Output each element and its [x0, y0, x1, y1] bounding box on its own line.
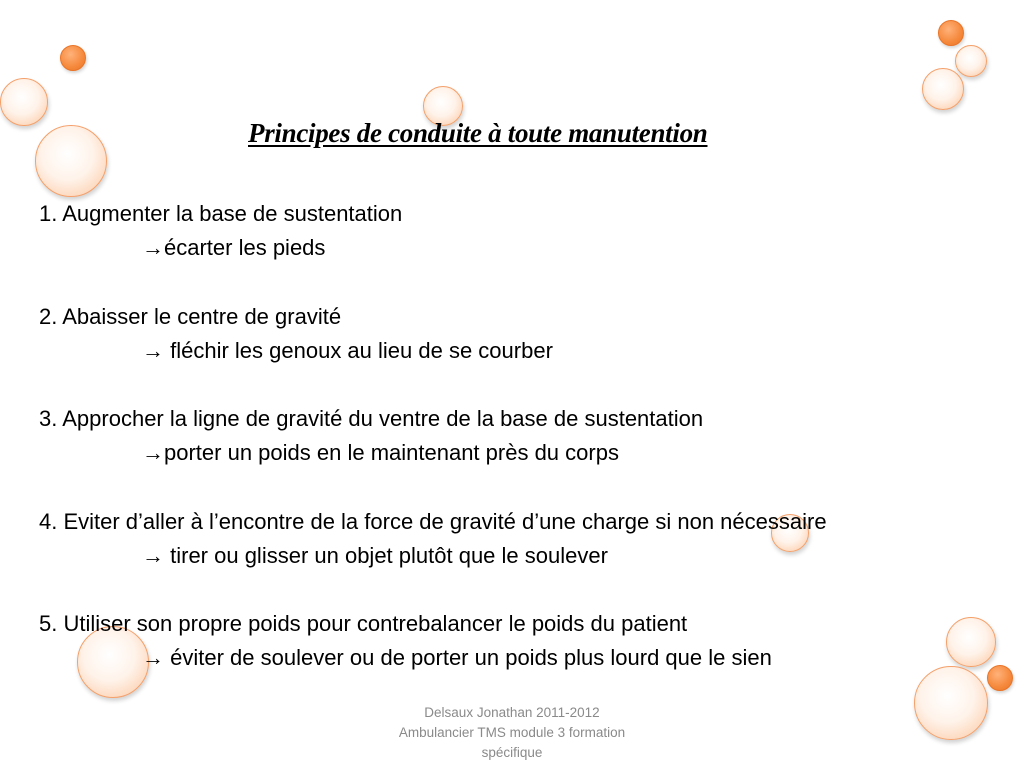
footer-course-cont: spécifique [481, 745, 543, 760]
slide-footer [362, 703, 662, 763]
principle-3-action-text: porter un poids en le maintenant près du corps [164, 440, 619, 465]
slide-title: Principes de conduite à toute manutention [248, 118, 708, 148]
principle-2-action [142, 338, 553, 364]
footer-course: Ambulancier TMS module 3 formation [398, 725, 626, 740]
arrow-right-icon: → [142, 440, 164, 465]
arrow-right-icon: → [142, 235, 164, 260]
decorative-bubble-orange-top-right [938, 20, 964, 46]
principle-1-action-text: écarter les pieds [164, 235, 326, 260]
principle-4-action-text: tirer ou glisser un objet plutôt que le soulever [164, 543, 608, 568]
principle-5-action-text: éviter de soulever ou de porter un poids plus lourd que le sien [164, 645, 772, 670]
principle-1-text: 1. Augmenter la base de sustentation [39, 201, 403, 226]
principle-2-action-text: fléchir les genoux au lieu de se courber [164, 338, 553, 363]
principle-2-text: 2. Abaisser le centre de gravité [39, 304, 342, 329]
decorative-bubble-orange-top-left [60, 45, 86, 71]
decorative-bubble-bottom-right-large [914, 666, 988, 740]
principle-1-action [142, 235, 325, 261]
arrow-right-icon: → [142, 645, 164, 670]
footer-author: Delsaux Jonathan 2011-2012 [424, 705, 600, 720]
decorative-bubble-top-right-small [955, 45, 987, 77]
decorative-bubble-top-left-large [35, 125, 107, 197]
principle-3-text: 3. Approcher la ligne de gravité du ventre de la base de sustentation [39, 406, 704, 431]
principle-5-action [142, 645, 772, 671]
decorative-bubble-top-right [922, 68, 964, 110]
decorative-bubble-bottom-right-small [946, 617, 996, 667]
arrow-right-icon: → [142, 338, 164, 363]
principle-4-action [142, 543, 608, 569]
decorative-bubble-orange-bottom-right [987, 665, 1013, 691]
arrow-right-icon: → [142, 543, 164, 568]
principle-4-text: 4. Eviter d’aller à l’encontre de la force de gravité d’une charge si non nécessaire [39, 509, 827, 534]
principle-5-text: 5. Utiliser son propre poids pour contrebalancer le poids du patient [39, 611, 688, 636]
decorative-bubble-top-left-small [0, 78, 48, 126]
principle-3-action [142, 440, 619, 466]
